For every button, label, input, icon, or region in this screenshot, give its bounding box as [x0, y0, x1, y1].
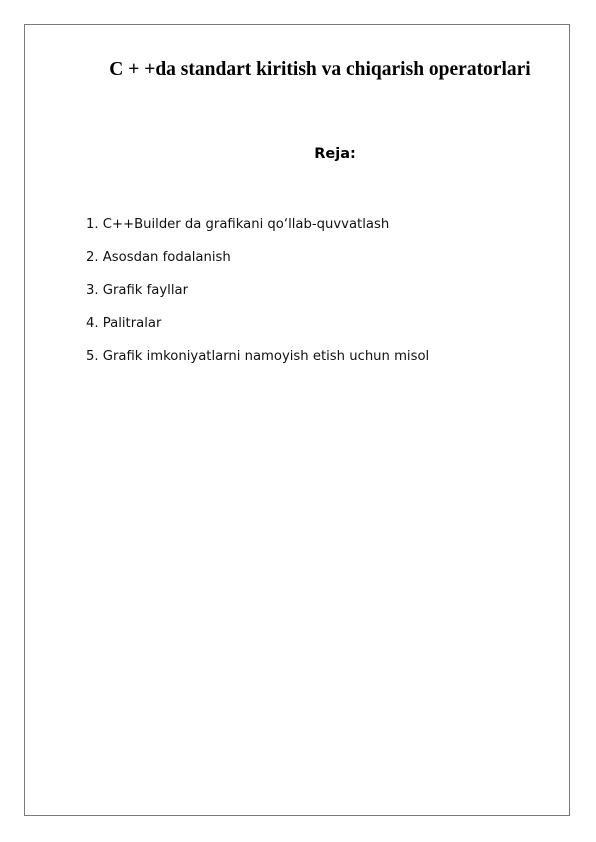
plan-item: 2. Asosdan fodalanish	[86, 250, 231, 265]
plan-item: 1. C++Builder da grafikani qo‘llab-quvvatlash	[86, 217, 390, 232]
plan-list	[86, 215, 429, 380]
plan-heading: Reja:	[314, 146, 356, 162]
plan-item: 5. Grafik imkoniyatlarni namoyish etish uchun misol	[86, 349, 430, 364]
plan-item: 4. Palitralar	[86, 316, 162, 331]
page-frame	[24, 24, 570, 816]
plan-item: 3. Grafik fayllar	[86, 283, 188, 298]
document-title: C + +da standart kiritish va chiqarish operatorlari	[109, 59, 531, 80]
